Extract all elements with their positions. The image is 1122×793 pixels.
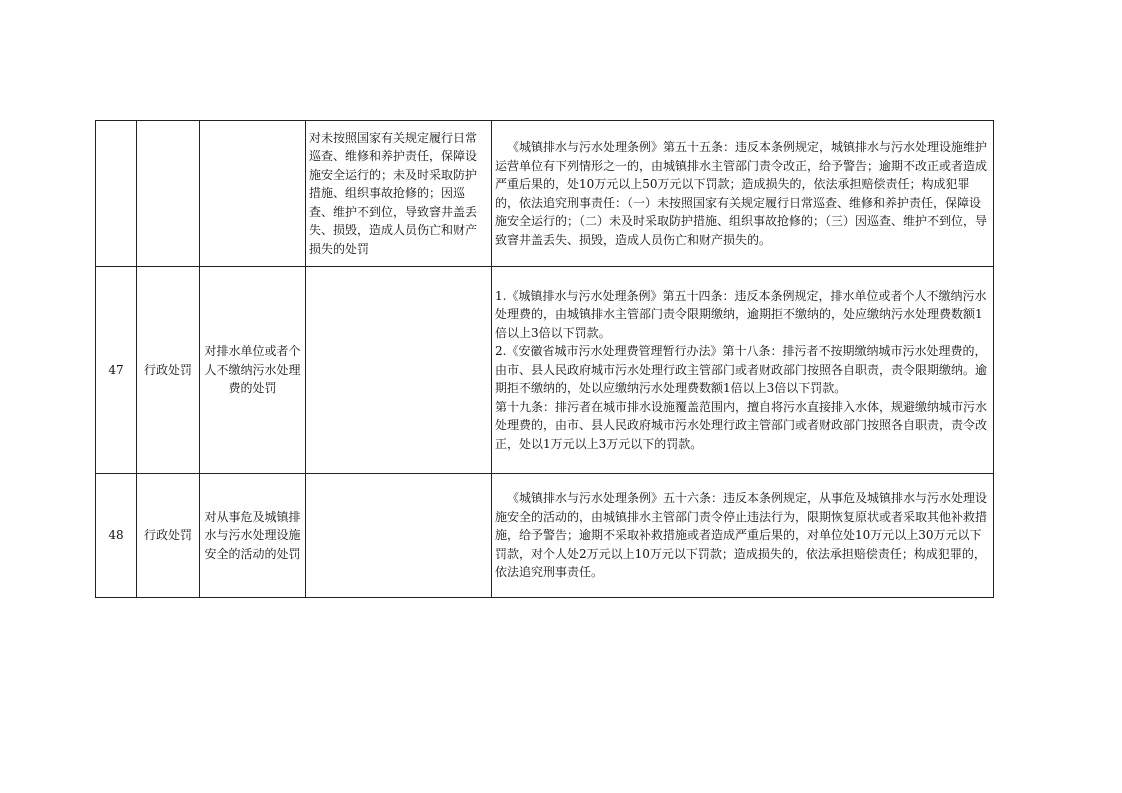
action-type-cell: 行政处罚	[137, 474, 200, 598]
table-row-48	[96, 474, 994, 598]
row-number-cell: 47	[96, 267, 137, 474]
item-name-cell: 对从事危及城镇排水与污水处理设施安全的活动的处罚	[200, 474, 306, 598]
action-type-cell: 行政处罚	[137, 267, 200, 474]
sub-item-cell: 对未按照国家有关规定履行日常巡查、维修和养护责任，保障设施安全运行的；未及时采取防护措施、组织事故抢修的；因巡查、维护不到位，导致窨井盖丢失、损毁，造成人员伤亡和财产损失的处罚	[306, 121, 492, 267]
regulation-table	[95, 120, 994, 598]
legal-basis-cell	[492, 121, 994, 267]
legal-basis-paragraph: 《城镇排水与污水处理条例》第五十五条：违反本条例规定，城镇排水与污水处理设施维护运营单位有下列情形之一的，由城镇排水主管部门责令改正，给予警告；逾期不改正或者造成严重后果的，处10万元以上50万元以下罚款；造成损失的，依法承担赔偿责任；构成犯罪的，依法追究刑事责任：（一）未按照国家有关规定履行日常巡查、维修和养护责任，保障设施安全运行的；（二）未及时采取防护措施、组织事故抢修的；（三）因巡查、维护不到位，导致窨井盖丢失、损毁，造成人员伤亡和财产损失的。	[495, 140, 988, 247]
legal-basis-paragraph: 《城镇排水与污水处理条例》五十六条：违反本条例规定，从事危及城镇排水与污水处理设施安全的活动的，由城镇排水主管部门责令停止违法行为，限期恢复原状或者采取其他补救措施，给予警告；逾期不采取补救措施或者造成严重后果的，对单位处10万元以上30万元以下罚款，对个人处2万元以上10万元以下罚款；造成损失的，依法承担赔偿责任；构成犯罪的，依法追究刑事责任。	[495, 491, 988, 580]
row-number-cell	[96, 121, 137, 267]
legal-basis-paragraph: 1.《城镇排水与污水处理条例》第五十四条：违反本条例规定，排水单位或者个人不缴纳污水处理费的，由城镇排水主管部门责令限期缴纳，逾期拒不缴纳的，处应缴纳污水处理费数额1倍以上3倍以下罚款。	[495, 288, 987, 340]
legal-basis-cell	[492, 267, 994, 474]
table-row-47	[96, 267, 994, 474]
sub-item-cell	[306, 474, 492, 598]
legal-basis-cell	[492, 474, 994, 598]
legal-basis-paragraph: 2.《安徽省城市污水处理费管理暂行办法》第十八条：排污者不按期缴纳城市污水处理费的，由市、县人民政府城市污水处理行政主管部门或者财政部门按照各自职责，责令限期缴纳。逾期拒不缴纳的，处以应缴纳污水处理费数额1倍以上3倍以下罚款。	[495, 344, 988, 396]
table-row-continued	[96, 121, 994, 267]
legal-basis-paragraph: 第十九条：排污者在城市排水设施覆盖范围内，擅自将污水直接排入水体，规避缴纳城市污水处理费的，由市、县人民政府城市污水处理行政主管部门或者财政部门按照各自职责，责令改正，处以1万元以上3万元以下的罚款。	[495, 399, 988, 451]
sub-item-cell	[306, 267, 492, 474]
item-name-cell: 对排水单位或者个人不缴纳污水处理费的处罚	[200, 267, 306, 474]
item-name-cell	[200, 121, 306, 267]
row-number-cell: 48	[96, 474, 137, 598]
action-type-cell	[137, 121, 200, 267]
